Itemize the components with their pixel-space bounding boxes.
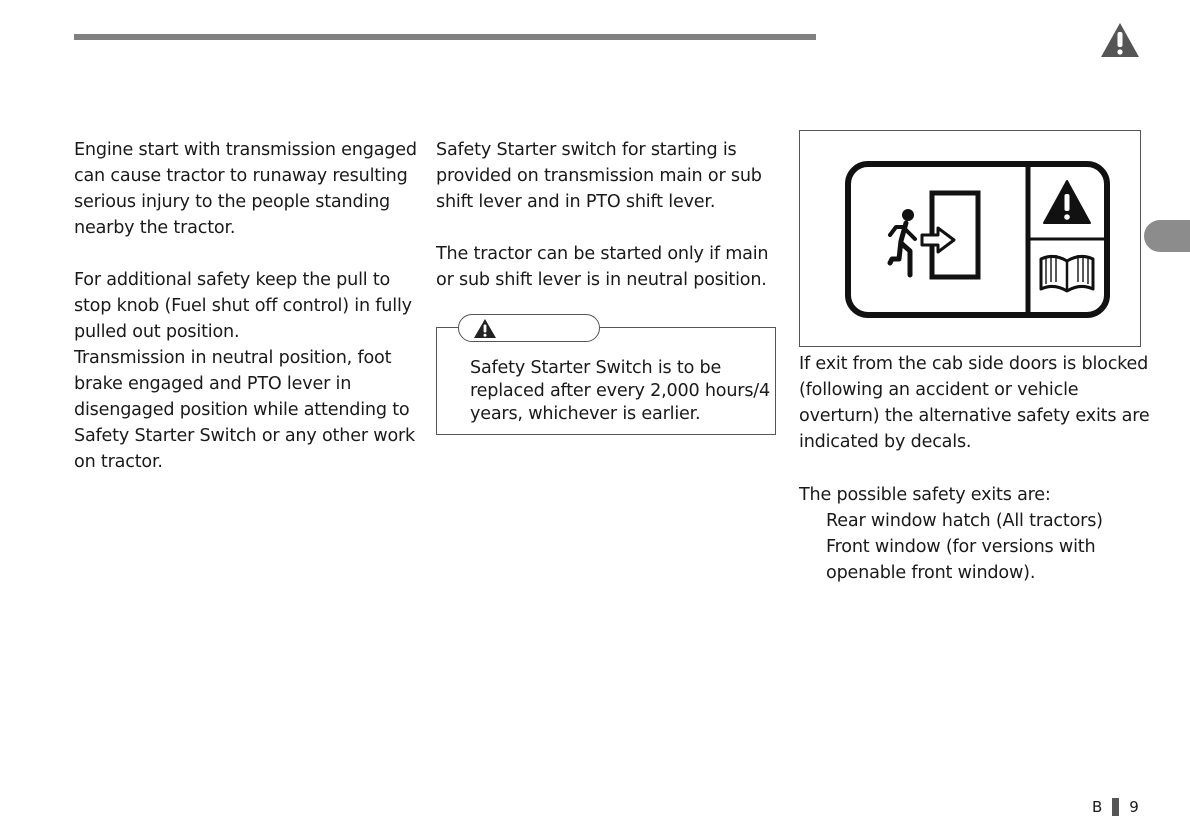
possible-exits-paragraph: The possible safety exits are: Rear window hatch (All tractors) Front window (for versions with openable front window). [799,482,1103,586]
safety-exit-decal-frame [799,130,1141,347]
manual-book-icon [1041,255,1093,291]
additional-safety-paragraph: For additional safety keep the pull to stop knob (Fuel shut off control) in fully pulled out position. Transmission in neutral position, foot brake engaged and PTO lever in disengaged position while attending to Safety Starter Switch or any other work on tractor. [74,270,416,472]
note-warning-icon [473,318,497,339]
page-separator [1112,798,1119,816]
note-text: Safety Starter Switch is to be replaced after every 2,000 hours/4 years, whichever is earlier. [470,358,771,424]
page-number [1092,798,1139,816]
warning-icon [1100,22,1140,58]
starter-switch-paragraph: Safety Starter switch for starting is provided on transmission main or sub shift lever and in PTO shift lever. [436,140,762,212]
engine-start-paragraph: Engine start with transmission engaged can cause tractor to runaway resulting serious injury to the people standing nearby the tractor. [74,140,417,238]
list-item: Rear window hatch (All tractors) [826,511,1103,531]
neutral-position-paragraph: The tractor can be started only if main or sub shift lever is in neutral position. [436,244,769,290]
exit-list [799,508,1103,586]
list-item: Front window (for versions with [826,537,1096,557]
list-item: openable front window). [826,563,1036,583]
section-letter: B [1092,798,1103,816]
note-header [458,314,600,342]
blocked-exit-paragraph: If exit from the cab side doors is blocked (following an accident or vehicle overturn) the alternative safety exits are indicated by decals. [799,354,1150,452]
page-digit: 9 [1129,798,1139,816]
section-tab [1144,220,1190,252]
header-rule [74,34,816,40]
safety-exit-decal [800,131,1140,346]
